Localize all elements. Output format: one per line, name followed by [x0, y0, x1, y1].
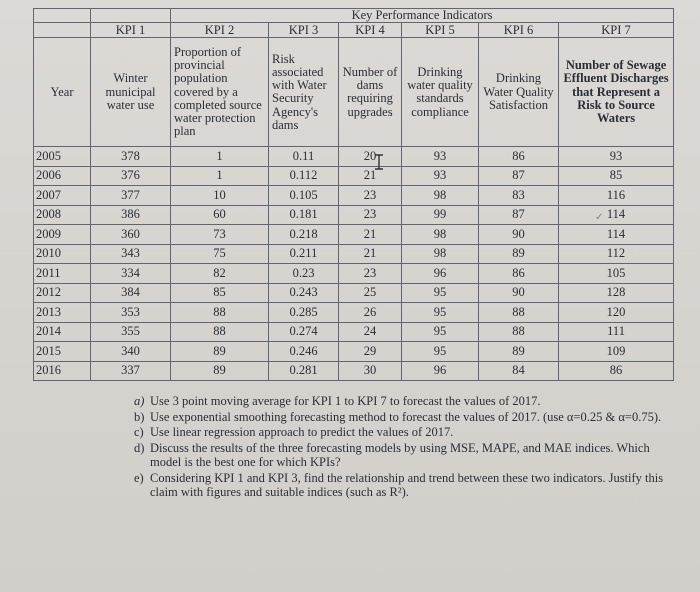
kpi4-cell: 24	[339, 322, 402, 342]
year-cell: 2012	[34, 283, 91, 303]
kpi6-cell: 89	[479, 244, 559, 264]
kpi4-cell: 23	[339, 186, 402, 206]
kpi4-cell: 29	[339, 342, 402, 362]
table-row	[34, 186, 674, 206]
kpi6-cell: 84	[479, 361, 559, 381]
kpi4-cell: 21	[339, 225, 402, 245]
table-row	[34, 283, 674, 303]
kpi3-cell: 0.211	[269, 244, 339, 264]
kpi5-description: Drinking water quality standards compliance	[402, 38, 479, 147]
text-cursor-icon	[373, 154, 385, 170]
kpi6-header: KPI 6	[479, 23, 559, 38]
kpi2-cell: 88	[171, 322, 269, 342]
kpi6-cell: 89	[479, 342, 559, 362]
kpi5-cell: 93	[402, 166, 479, 186]
table-row	[34, 166, 674, 186]
table-row	[34, 147, 674, 167]
kpi2-cell: 1	[171, 147, 269, 167]
question-text: Considering KPI 1 and KPI 3, find the relationship and trend between these two indicators. Justify this claim with figures and suitable indices (such as R²).	[150, 470, 664, 499]
question-marker: e)	[134, 470, 144, 485]
kpi7-header: KPI 7	[559, 23, 674, 38]
kpi6-cell: 88	[479, 322, 559, 342]
kpi3-cell: 0.11	[269, 147, 339, 167]
kpi7-cell: 105	[559, 264, 674, 284]
question-text: Use 3 point moving average for KPI 1 to KPI 7 to forecast the values of 2017.	[150, 394, 541, 408]
kpi2-cell: 89	[171, 342, 269, 362]
year-cell: 2016	[34, 361, 91, 381]
kpi3-cell: 0.218	[269, 225, 339, 245]
kpi4-header: KPI 4	[339, 23, 402, 38]
kpi1-cell: 337	[91, 361, 171, 381]
kpi7-cell: 120	[559, 303, 674, 323]
kpi3-cell: 0.285	[269, 303, 339, 323]
table-row	[34, 244, 674, 264]
kpi2-cell: 1	[171, 166, 269, 186]
year-cell: 2006	[34, 166, 91, 186]
kpi1-cell: 378	[91, 147, 171, 167]
kpi3-description: Risk associated with Water Security Agency's dams	[269, 38, 339, 147]
kpi5-cell: 95	[402, 322, 479, 342]
kpi-table	[33, 8, 674, 381]
kpi1-cell: 376	[91, 166, 171, 186]
kpi4-cell: 25	[339, 283, 402, 303]
header-spacer	[34, 9, 91, 23]
question-item	[134, 471, 664, 500]
table-row	[34, 342, 674, 362]
kpi2-cell: 82	[171, 264, 269, 284]
kpi6-cell: 83	[479, 186, 559, 206]
year-cell: 2008	[34, 205, 91, 225]
kpi5-cell: 95	[402, 342, 479, 362]
kpi5-cell: 95	[402, 303, 479, 323]
kpi5-cell: 99	[402, 205, 479, 225]
kpi6-cell: 90	[479, 283, 559, 303]
kpi4-cell: 21	[339, 244, 402, 264]
kpi7-cell: 111	[559, 322, 674, 342]
kpi7-cell: 112	[559, 244, 674, 264]
kpi5-cell: 93	[402, 147, 479, 167]
kpi3-cell: 0.243	[269, 283, 339, 303]
kpi1-cell: 334	[91, 264, 171, 284]
kpi4-cell: 20	[339, 147, 402, 167]
year-cell: 2014	[34, 322, 91, 342]
kpi3-cell: 0.181	[269, 205, 339, 225]
kpi1-cell: 360	[91, 225, 171, 245]
kpi5-cell: 95	[402, 283, 479, 303]
kpi5-cell: 98	[402, 186, 479, 206]
table-title: Key Performance Indicators	[171, 9, 674, 23]
table-row	[34, 322, 674, 342]
year-header: Year	[34, 38, 91, 147]
kpi3-cell: 0.105	[269, 186, 339, 206]
year-cell: 2013	[34, 303, 91, 323]
kpi6-cell: 86	[479, 147, 559, 167]
year-cell: 2015	[34, 342, 91, 362]
kpi1-description: Winter municipal water use	[91, 38, 171, 147]
kpi4-cell: 23	[339, 264, 402, 284]
year-cell: 2009	[34, 225, 91, 245]
header-spacer	[91, 9, 171, 23]
table-row	[34, 361, 674, 381]
kpi5-cell: 98	[402, 225, 479, 245]
kpi7-cell: 114	[559, 205, 674, 225]
kpi1-cell: 377	[91, 186, 171, 206]
kpi1-cell: 353	[91, 303, 171, 323]
kpi2-description: Proportion of provincial population covered by a completed source water protection plan	[171, 38, 269, 147]
kpi1-cell: 355	[91, 322, 171, 342]
kpi1-cell: 384	[91, 283, 171, 303]
kpi4-cell: 26	[339, 303, 402, 323]
kpi3-cell: 0.246	[269, 342, 339, 362]
kpi2-cell: 73	[171, 225, 269, 245]
kpi7-cell: 128	[559, 283, 674, 303]
kpi4-cell: 23	[339, 205, 402, 225]
kpi7-cell: 93	[559, 147, 674, 167]
kpi5-header: KPI 5	[402, 23, 479, 38]
kpi7-cell: 86	[559, 361, 674, 381]
kpi5-cell: 96	[402, 264, 479, 284]
kpi1-cell: 386	[91, 205, 171, 225]
kpi2-header: KPI 2	[171, 23, 269, 38]
table-row	[34, 303, 674, 323]
kpi2-cell: 85	[171, 283, 269, 303]
kpi6-cell: 87	[479, 205, 559, 225]
kpi2-cell: 10	[171, 186, 269, 206]
table-row	[34, 205, 674, 225]
kpi3-cell: 0.23	[269, 264, 339, 284]
kpi3-cell: 0.274	[269, 322, 339, 342]
table-row	[34, 225, 674, 245]
kpi6-cell: 86	[479, 264, 559, 284]
question-text: Discuss the results of the three forecasting models by using MSE, MAPE, and MAE indices. Which model is the best one for which KPIs?	[150, 440, 650, 469]
question-marker: a)	[134, 394, 145, 408]
kpi6-cell: 90	[479, 225, 559, 245]
kpi1-cell: 340	[91, 342, 171, 362]
year-cell: 2010	[34, 244, 91, 264]
kpi1-header: KPI 1	[91, 23, 171, 38]
checkmark-icon: ✓	[595, 212, 604, 223]
question-marker: b)	[134, 409, 145, 424]
year-cell: 2011	[34, 264, 91, 284]
question-text: Use linear regression approach to predict the values of 2017.	[150, 425, 454, 439]
kpi7-description: Number of Sewage Effluent Discharges that Represent a Risk to Source Waters	[559, 38, 674, 147]
question-marker: c)	[134, 425, 144, 439]
kpi4-description: Number of dams requiring upgrades	[339, 38, 402, 147]
kpi7-cell: 85	[559, 166, 674, 186]
header-spacer	[34, 23, 91, 38]
kpi2-cell: 88	[171, 303, 269, 323]
year-cell: 2005	[34, 147, 91, 167]
question-item	[134, 441, 664, 470]
question-item	[134, 394, 664, 409]
kpi5-cell: 96	[402, 361, 479, 381]
question-list	[134, 394, 664, 501]
kpi-table-body	[34, 147, 674, 381]
kpi7-cell: 116	[559, 186, 674, 206]
table-row	[34, 264, 674, 284]
question-item	[134, 410, 664, 425]
kpi2-cell: 75	[171, 244, 269, 264]
question-marker: d)	[134, 440, 145, 455]
kpi2-cell: 60	[171, 205, 269, 225]
kpi7-cell: 109	[559, 342, 674, 362]
question-text: Use exponential smoothing forecasting method to forecast the values of 2017. (use α=0.25 & α=0.75).	[150, 409, 662, 424]
kpi3-cell: 0.281	[269, 361, 339, 381]
kpi3-cell: 0.112	[269, 166, 339, 186]
kpi3-header: KPI 3	[269, 23, 339, 38]
kpi6-description: Drinking Water Quality Satisfaction	[479, 38, 559, 147]
kpi6-cell: 88	[479, 303, 559, 323]
question-item	[134, 425, 664, 440]
kpi7-cell: 114	[559, 225, 674, 245]
year-cell: 2007	[34, 186, 91, 206]
kpi6-cell: 87	[479, 166, 559, 186]
kpi2-cell: 89	[171, 361, 269, 381]
kpi4-cell: 21	[339, 166, 402, 186]
kpi1-cell: 343	[91, 244, 171, 264]
kpi4-cell: 30	[339, 361, 402, 381]
kpi5-cell: 98	[402, 244, 479, 264]
